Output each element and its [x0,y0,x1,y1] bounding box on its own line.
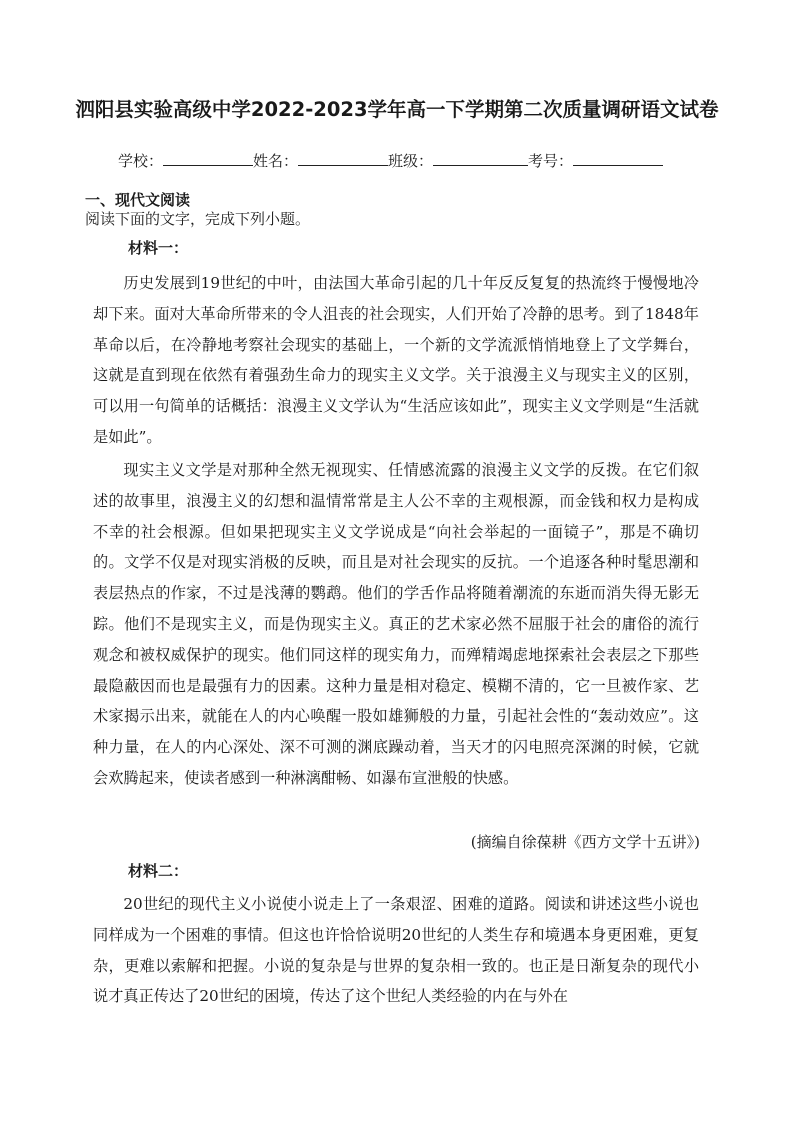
class-blank [433,150,528,166]
student-info-line [118,150,663,171]
exam-no-blank [573,150,663,166]
material1-label: 材料一： [128,239,189,257]
exam-title: 泗阳县实验高级中学2022-2023学年高一下学期第二次质量调研语文试卷 [75,98,719,121]
material2-label: 材料二： [128,862,189,880]
name-blank [298,150,388,166]
exam-no-label: 考号： [528,152,574,170]
school-label: 学校： [118,152,164,170]
name-label: 姓名： [253,152,299,170]
school-blank [163,150,253,166]
material1-source: (摘编自徐葆耕《西方文学十五讲》) [470,833,700,851]
section-instruction: 阅读下面的文字，完成下列小题。 [85,210,311,228]
material2-paragraph-1: 20世纪的现代主义小说使小说走上了一条艰涩、困难的道路。阅读和讲述这些小说也同样成为一个困难的事情。但这也许恰恰说明20世纪的人类生存和境遇本身更困难，更复杂，更难以索解和把握。小说的复杂是与世界的复杂相一致的。也正是日渐复杂的现代小说才真正传达了20世纪的困境，传达了这个世纪人类经验的内在与外在 [93,895,699,1006]
material1-paragraph-2: 现实主义文学是对那种全然无视现实、任情感流露的浪漫主义文学的反拨。在它们叙述的故事里，浪漫主义的幻想和温情常常是主人公不幸的主观根源，而金钱和权力是构成不幸的社会根源。但如果把现实主义文学说成是“向社会举起的一面镜子”，那是不确切的。文学不仅是对现实消极的反映，而且是对社会现实的反抗。一个追逐各种时髦思潮和表层热点的作家，不过是浅薄的鹦鹉。他们的学舌作品将随着潮流的东逝而消失得无影无踪。他们不是现实主义，而是伪现实主义。真正的艺术家必然不屈服于社会的庸俗的流行观念和被权威保护的现实。他们同这样的现实角力，而殚精竭虑地探索社会表层之下那些最隐蔽因而也是最强有力的因素。这种力量是相对稳定、模糊不清的，它一旦被作家、艺术家揭示出来，就能在人的内心唤醒一股如雄狮般的力量，引起社会性的“轰动效应”。这种力量，在人的内心深处、深不可测的渊底躁动着，当天才的闪电照亮深渊的时候，它就会欢腾起来，使读者感到一种淋漓酣畅、如瀑布宣泄般的快感。 [93,461,699,787]
class-label: 班级： [388,152,434,170]
material1-paragraph-1: 历史发展到19世纪的中叶，由法国大革命引起的几十年反反复复的热流终于慢慢地冷却下来。面对大革命所带来的令人沮丧的社会现实，人们开始了冷静的思考。到了1848年革命以后，在冷静地考察社会现实的基础上，一个新的文学流派悄悄地登上了文学舞台，这就是直到现在依然有着强劲生命力的现实主义文学。关于浪漫主义与现实主义的区别，可以用一句简单的话概括：浪漫主义文学认为“生活应该如此”，现实主义文学则是“生活就是如此”。 [93,274,699,446]
section-heading: 一、现代文阅读 [85,191,191,209]
